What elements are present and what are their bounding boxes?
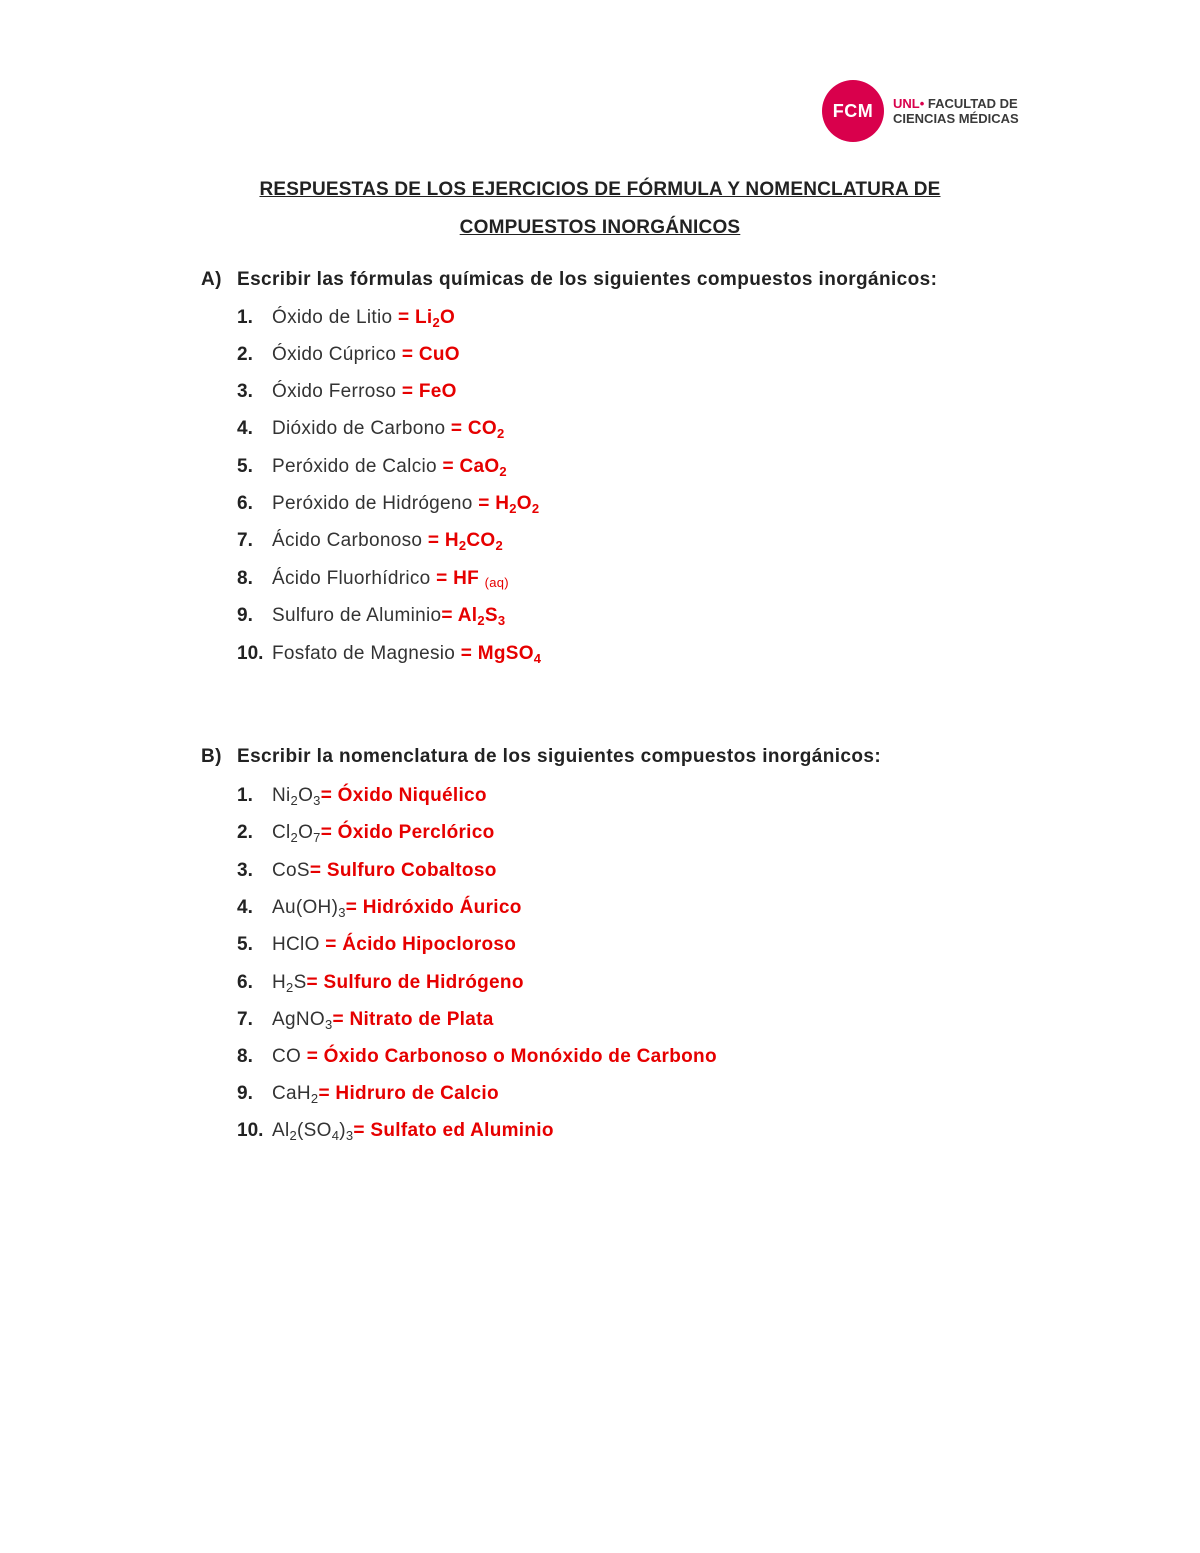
formula-subscript: 2 [499, 464, 507, 479]
formula-answer [392, 307, 455, 328]
section-b-text: Escribir la nomenclatura de los siguientes compuestos inorgánicos: [237, 746, 882, 767]
compound-name: Ácido Carbonoso [272, 530, 423, 551]
formula-part: FeO [418, 381, 457, 402]
compound-name: Dióxido de Carbono [272, 418, 446, 439]
formula-part: Cl [272, 822, 291, 843]
nomenclature-answer: = Sulfuro de Hidrógeno [306, 972, 524, 993]
item-number: 1. [237, 785, 253, 806]
list-item [237, 528, 503, 554]
list-item [237, 416, 505, 442]
item-number: 2. [237, 822, 253, 843]
formula-subscript: 2 [432, 315, 440, 330]
formula-subscript: 2 [531, 501, 540, 516]
nomenclature-answer: = Óxido Carbonoso o Monóxido de Carbono [301, 1046, 717, 1067]
compound-name: Ácido Fluorhídrico [272, 568, 431, 589]
formula-subscript: 2 [458, 538, 467, 553]
formula-subscript: 3 [497, 613, 506, 628]
section-b-heading [201, 746, 881, 768]
formula-subscript: 2 [310, 1091, 319, 1106]
item-number: 1. [237, 307, 253, 328]
compound-name: Peróxido de Calcio [272, 456, 437, 477]
logo-line-2: CIENCIAS MÉDICAS [893, 111, 1019, 126]
formula-part: H [272, 972, 287, 993]
equals-sign: = [396, 381, 419, 402]
formula-answer [441, 605, 505, 626]
list-item [237, 1081, 499, 1107]
formula-part: MgSO [477, 643, 534, 664]
list-item [237, 603, 505, 629]
list-item [237, 820, 495, 846]
item-number: 8. [237, 1046, 253, 1067]
formula-subscript: 4 [533, 651, 542, 666]
compound-name: Peróxido de Hidrógeno [272, 493, 473, 514]
phase-label: (aq) [484, 575, 509, 590]
item-number: 4. [237, 897, 253, 918]
item-number: 6. [237, 972, 253, 993]
nomenclature-answer: = Óxido Niquélico [320, 785, 487, 806]
nomenclature-answer: = Sulfato ed Aluminio [353, 1120, 554, 1141]
equals-sign: = [441, 605, 458, 626]
compound-formula [272, 1083, 318, 1104]
page-title-line-1: RESPUESTAS DE LOS EJERCICIOS DE FÓRMULA Y NOMENCLATURA DE [259, 179, 941, 200]
formula-part: CuO [418, 344, 460, 365]
compound-name: Fosfato de Magnesio [272, 643, 456, 664]
formula-part: CO [272, 1046, 302, 1067]
list-item [237, 1118, 554, 1144]
equals-sign: = [472, 493, 496, 514]
compound-formula [272, 897, 346, 918]
list-item [237, 932, 516, 958]
formula-part: O [439, 307, 456, 328]
list-item [237, 641, 541, 667]
item-number: 9. [237, 605, 253, 626]
formula-part: O [298, 785, 314, 806]
nomenclature-answer: = Sulfuro Cobaltoso [309, 860, 497, 881]
logo-bullet: • [919, 96, 925, 111]
nomenclature-answer: = Hidróxido Áurico [345, 897, 522, 918]
compound-name: Óxido Ferroso [272, 381, 397, 402]
compound-name: Sulfuro de Aluminio [272, 605, 442, 626]
formula-part: Au(OH) [272, 897, 339, 918]
formula-subscript: 3 [313, 793, 321, 808]
formula-part: S [293, 972, 307, 993]
list-item [237, 342, 460, 368]
compound-formula [272, 972, 307, 993]
formula-part: Li [414, 307, 433, 328]
formula-part: O [298, 822, 314, 843]
formula-part: CoS [272, 860, 310, 881]
formula-subscript: 2 [290, 830, 299, 845]
fcm-badge: FCM [822, 80, 884, 142]
equals-sign: = [392, 307, 415, 328]
compound-formula [272, 934, 320, 955]
formula-subscript: 7 [313, 830, 321, 845]
section-b-letter: B) [201, 746, 222, 767]
formula-answer [455, 643, 541, 664]
compound-formula [272, 785, 321, 806]
formula-answer [445, 418, 504, 439]
item-number: 4. [237, 418, 253, 439]
list-item [237, 566, 509, 592]
section-a-letter: A) [201, 269, 222, 290]
list-item [237, 454, 507, 480]
item-number: 5. [237, 934, 253, 955]
compound-formula [272, 1046, 301, 1067]
formula-subscript: 3 [324, 1017, 333, 1032]
formula-subscript: 2 [497, 426, 505, 441]
nomenclature-answer: = Óxido Perclórico [320, 822, 495, 843]
item-number: 10. [237, 1120, 264, 1141]
item-number: 8. [237, 568, 253, 589]
formula-part: Al [457, 605, 478, 626]
item-number: 2. [237, 344, 253, 365]
item-number: 3. [237, 860, 253, 881]
equals-sign: = [396, 344, 419, 365]
formula-part: H [444, 530, 459, 551]
formula-answer [437, 456, 507, 477]
formula-part: Al [272, 1120, 290, 1141]
formula-subscript: 3 [345, 1128, 354, 1143]
compound-formula [272, 860, 310, 881]
compound-formula [272, 1009, 332, 1030]
formula-part: CO [466, 530, 496, 551]
formula-part: CO [467, 418, 498, 439]
list-item [237, 970, 524, 996]
formula-part: HF [453, 568, 485, 589]
section-a-heading [201, 269, 937, 291]
logo-unl: UNL [893, 96, 920, 111]
formula-part: (SO [297, 1120, 332, 1141]
formula-subscript: 2 [477, 613, 485, 628]
compound-name: Óxido Cúprico [272, 344, 397, 365]
equals-sign: = [455, 643, 478, 664]
formula-part: HClO [272, 934, 320, 955]
page-title-line-2: COMPUESTOS INORGÁNICOS [459, 217, 741, 238]
list-item [237, 379, 457, 405]
logo-line-1 [893, 96, 1019, 111]
logo-line-1-rest: FACULTAD DE [924, 96, 1018, 111]
list-item [237, 491, 539, 517]
formula-part: AgNO [272, 1009, 325, 1030]
formula-subscript: 2 [290, 793, 299, 808]
list-item [237, 858, 497, 884]
item-number: 10. [237, 643, 264, 664]
formula-subscript: 4 [331, 1128, 340, 1143]
logo-wordmark [893, 96, 1019, 126]
item-number: 6. [237, 493, 253, 514]
nomenclature-answer: = Nitrato de Plata [332, 1009, 494, 1030]
formula-part: ) [339, 1120, 346, 1141]
fcm-logo [822, 80, 1019, 142]
formula-part: S [484, 605, 498, 626]
item-number: 7. [237, 530, 253, 551]
item-number: 5. [237, 456, 253, 477]
equals-sign: = [430, 568, 454, 589]
nomenclature-answer: = Ácido Hipocloroso [319, 934, 517, 955]
list-item [237, 1007, 494, 1033]
formula-answer [431, 568, 509, 589]
formula-subscript: 2 [289, 1128, 298, 1143]
item-number: 9. [237, 1083, 253, 1104]
item-number: 3. [237, 381, 253, 402]
formula-subscript: 2 [286, 980, 294, 995]
list-item [237, 895, 522, 921]
compound-name: Óxido de Litio [272, 307, 393, 328]
formula-answer [422, 530, 503, 551]
formula-subscript: 2 [509, 501, 517, 516]
formula-answer [396, 344, 460, 365]
formula-subscript: 2 [495, 538, 504, 553]
list-item [237, 305, 455, 331]
compound-formula [272, 822, 321, 843]
formula-part: CaO [459, 456, 500, 477]
list-item [237, 783, 487, 809]
formula-part: CaH [272, 1083, 311, 1104]
formula-part: Ni [272, 785, 291, 806]
formula-answer [473, 493, 540, 514]
formula-answer [396, 381, 456, 402]
list-item [237, 1044, 717, 1070]
formula-subscript: 3 [338, 905, 346, 920]
equals-sign: = [436, 456, 460, 477]
equals-sign: = [445, 418, 468, 439]
item-number: 7. [237, 1009, 253, 1030]
equals-sign: = [422, 530, 445, 551]
formula-part: O [516, 493, 532, 514]
section-a-text: Escribir las fórmulas químicas de los siguientes compuestos inorgánicos: [237, 269, 938, 290]
compound-formula [272, 1120, 353, 1141]
formula-part: H [495, 493, 510, 514]
nomenclature-answer: = Hidruro de Calcio [318, 1083, 499, 1104]
